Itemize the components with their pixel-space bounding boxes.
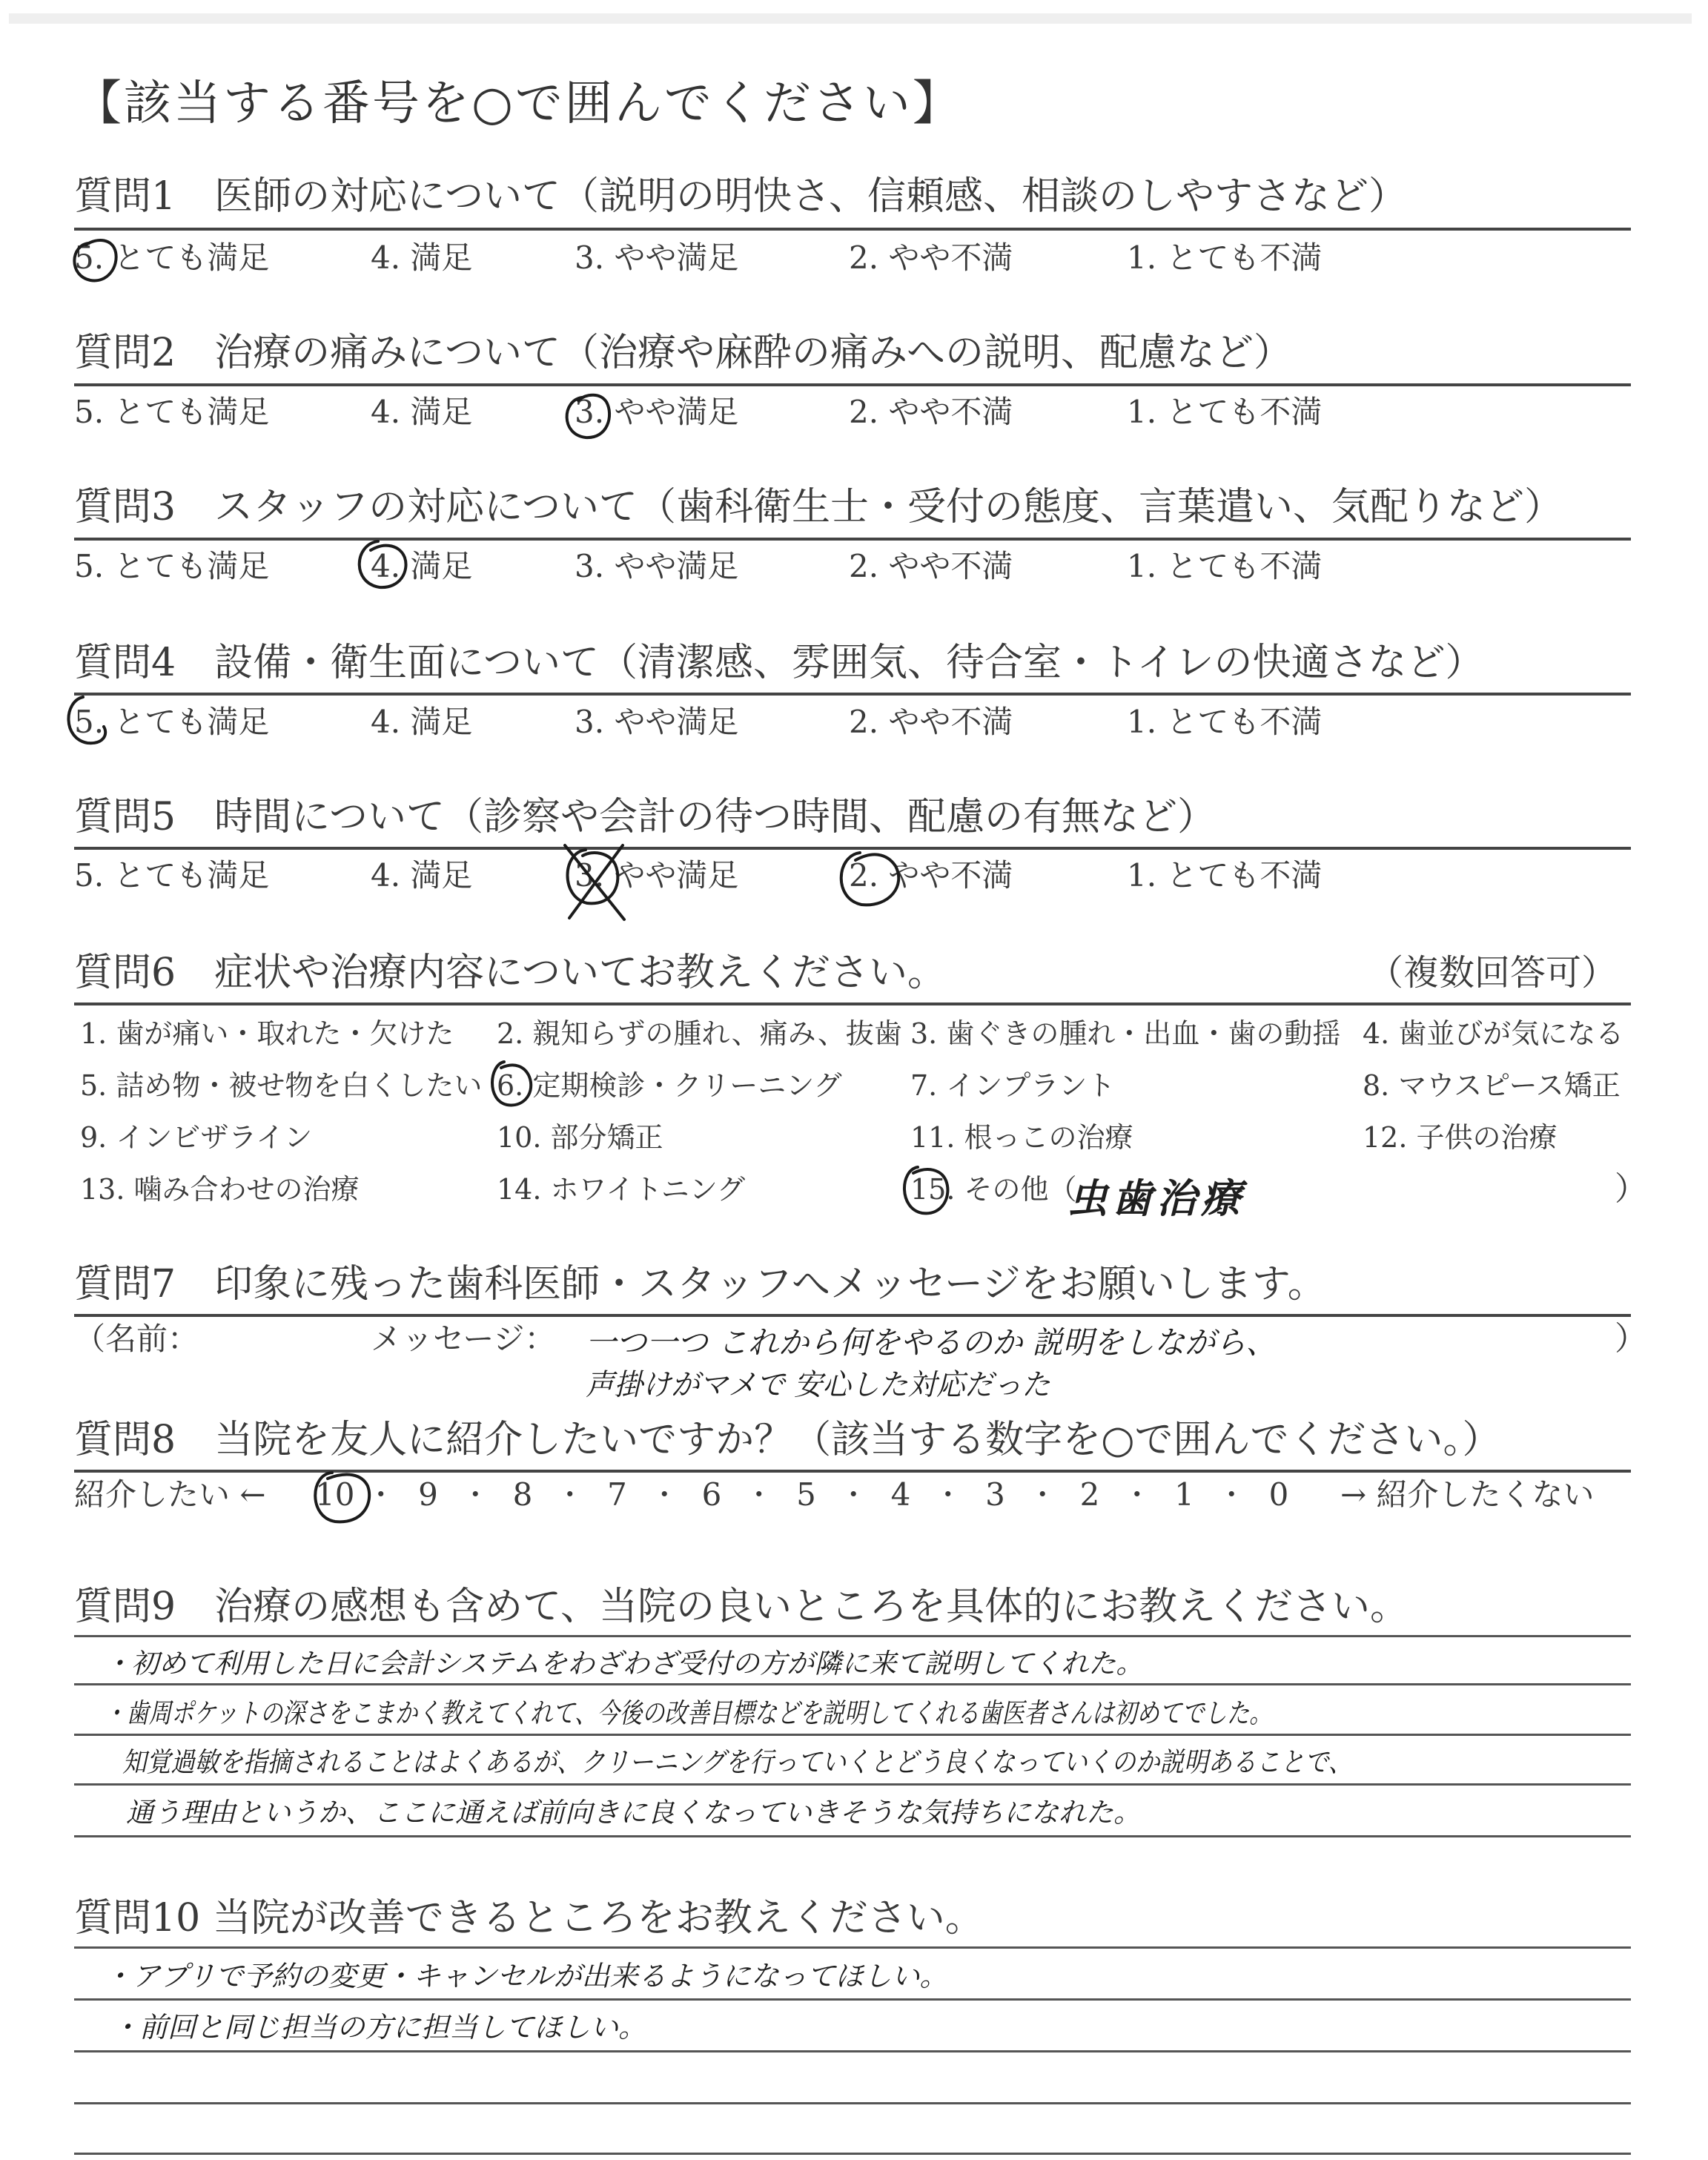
q9-answer-line-4: 通う理由というか、ここに通えば前向きに良くなっていきそうな気持ちになれた。	[126, 1797, 1141, 1829]
q7-name-label: （名前：	[74, 1321, 199, 1357]
q7-message-label: メッセージ：	[371, 1321, 556, 1357]
q8-scale-separator: ・	[1028, 1479, 1057, 1511]
q6-item-7[interactable]: 7. インプラント	[910, 1069, 1116, 1102]
q9-line-rule-1	[74, 1635, 1631, 1637]
q9-line-rule-4	[74, 1783, 1631, 1786]
q6-item-5[interactable]: 5. 詰め物・被せ物を白くしたい	[80, 1069, 483, 1102]
q8-scale-separator: ・	[461, 1479, 490, 1511]
q6-item-9[interactable]: 9. インビザライン	[80, 1121, 313, 1154]
q8-scale-2[interactable]: 2	[1079, 1476, 1100, 1513]
q1-option-4[interactable]: 4. 満足	[371, 240, 473, 276]
q7-close: ）	[1615, 1320, 1647, 1358]
q4-option-3[interactable]: 3. やや満足	[575, 704, 739, 740]
q1-option-1[interactable]: 1. とても不満	[1127, 240, 1323, 276]
q8-scale-separator: ・	[555, 1479, 584, 1511]
question-1-title: 質問1 医師の対応について（説明の明快さ、信頼感、相談のしやすさなど）	[74, 174, 1407, 219]
q9-answer-line-1: ・初めて利用した日に会計システムをわざわざ受付の方が隣に来て説明してくれた。	[104, 1648, 1144, 1680]
scan-top-edge	[9, 13, 1692, 24]
q4-option-4[interactable]: 4. 満足	[371, 704, 473, 740]
q6-item-1[interactable]: 1. 歯が痛い・取れた・欠けた	[80, 1017, 454, 1050]
q10-line-rule-1	[74, 1946, 1631, 1949]
q4-option-5[interactable]: 5. とても満足	[74, 704, 270, 740]
q8-scale-10[interactable]: 10	[315, 1476, 355, 1513]
question-3-title: 質問3 スタッフの対応について（歯科衛生士・受付の態度、言葉遣い、気配りなど）	[74, 485, 1563, 529]
question-1-rule	[74, 228, 1631, 231]
q3-option-5[interactable]: 5. とても満足	[74, 548, 270, 584]
q4-option-2[interactable]: 2. やや不満	[849, 704, 1013, 740]
q5-option-5[interactable]: 5. とても満足	[74, 857, 270, 894]
q5-option-4[interactable]: 4. 満足	[371, 857, 473, 894]
q8-scale-8[interactable]: 8	[512, 1476, 533, 1513]
q10-line-rule-3	[74, 2050, 1631, 2052]
multi-answer-note: （複数回答可）	[1368, 952, 1618, 994]
q10-answer-line-1: ・アプリで予約の変更・キャンセルが出来るようになってほしい。	[104, 1960, 948, 1992]
q3-option-3[interactable]: 3. やや満足	[575, 548, 739, 584]
q6-other-answer: 虫歯治療	[1068, 1175, 1245, 1222]
question-4-title: 質問4 設備・衛生面について（清潔感、雰囲気、待合室・トイレの快適さなど）	[74, 641, 1484, 685]
q2-option-3[interactable]: 3. やや満足	[575, 394, 739, 430]
q6-item-14[interactable]: 14. ホワイトニング	[497, 1173, 746, 1206]
question-10-title: 質問10 当院が改善できるところをお教えください。	[74, 1896, 984, 1941]
q1-option-3[interactable]: 3. やや満足	[575, 240, 739, 276]
question-2-rule	[74, 383, 1631, 386]
q8-scale-0[interactable]: 0	[1268, 1476, 1289, 1513]
question-5-rule	[74, 847, 1631, 850]
q9-line-rule-3	[74, 1734, 1631, 1736]
q7-message-line-1: 一つ一つ これから何をやるのか 説明をしながら、	[586, 1324, 1277, 1361]
q8-left-label: 紹介したい ←	[74, 1476, 266, 1513]
question-9-title: 質問9 治療の感想も含めて、当院の良いところを具体的にお教えください。	[74, 1585, 1409, 1629]
q10-answer-line-2: ・前回と同じ担当の方に担当してほしい。	[111, 2011, 647, 2044]
q6-item-3[interactable]: 3. 歯ぐきの腫れ・出血・歯の動揺	[910, 1017, 1341, 1050]
question-7-rule	[74, 1314, 1631, 1317]
q5-option-2[interactable]: 2. やや不満	[849, 857, 1013, 894]
q6-item-10[interactable]: 10. 部分矯正	[497, 1121, 663, 1154]
q3-option-2[interactable]: 2. やや不満	[849, 548, 1013, 584]
question-3-rule	[74, 538, 1631, 541]
q8-scale-3[interactable]: 3	[985, 1476, 1005, 1513]
q8-scale-4[interactable]: 4	[890, 1476, 911, 1513]
question-7-title: 質問7 印象に残った歯科医師・スタッフへメッセージをお願いします。	[74, 1262, 1326, 1307]
form-heading: 【該当する番号を○で囲んでください】	[74, 76, 962, 131]
q8-scale-5[interactable]: 5	[796, 1476, 816, 1513]
q2-option-2[interactable]: 2. やや不満	[849, 394, 1013, 430]
q9-line-rule-5	[74, 1835, 1631, 1837]
q8-scale-1[interactable]: 1	[1174, 1476, 1194, 1513]
q8-scale-separator: ・	[1122, 1479, 1151, 1511]
q5-option-1[interactable]: 1. とても不満	[1127, 857, 1323, 894]
q8-scale-separator: ・	[744, 1479, 773, 1511]
q6-item-8[interactable]: 8. マウスピース矯正	[1363, 1069, 1621, 1102]
q2-option-4[interactable]: 4. 満足	[371, 394, 473, 430]
question-2-title: 質問2 治療の痛みについて（治療や麻酔の痛みへの説明、配慮など）	[74, 331, 1293, 375]
q6-item-4[interactable]: 4. 歯並びが気になる	[1363, 1017, 1624, 1050]
q2-option-1[interactable]: 1. とても不満	[1127, 394, 1323, 430]
q1-option-5[interactable]: 5. とても満足	[74, 240, 270, 276]
q6-item-6[interactable]: 6. 定期検診・クリーニング	[497, 1069, 842, 1102]
q8-scale-separator: ・	[839, 1479, 868, 1511]
q8-right-label: → 紹介したくない	[1340, 1476, 1595, 1513]
question-4-rule	[74, 693, 1631, 696]
q8-scale-separator: ・	[1217, 1479, 1246, 1511]
q9-line-rule-2	[74, 1683, 1631, 1685]
q9-answer-line-2: ・歯周ポケットの深さをこまかく教えてくれて、今後の改善目標などを説明してくれる歯医者さんは初めてでした。	[104, 1697, 1272, 1729]
q8-scale-9[interactable]: 9	[418, 1476, 438, 1513]
q9-answer-line-3: 知覚過敏を指摘されることはよくあるが、クリーニングを行っていくとどう良くなっていくのか説明あることで、	[122, 1746, 1353, 1778]
q10-line-rule-4	[74, 2102, 1631, 2104]
question-5-title: 質問5 時間について（診察や会計の待つ時間、配慮の有無など）	[74, 795, 1217, 839]
q6-item-2[interactable]: 2. 親知らずの腫れ、痛み、抜歯	[497, 1017, 902, 1050]
question-8-rule	[74, 1470, 1631, 1473]
q6-item-15[interactable]: 15. その他（	[910, 1173, 1077, 1206]
q6-other-close: ）	[1615, 1170, 1647, 1208]
q1-option-2[interactable]: 2. やや不満	[849, 240, 1013, 276]
q6-item-13[interactable]: 13. 噛み合わせの治療	[80, 1173, 360, 1206]
q3-option-1[interactable]: 1. とても不満	[1127, 548, 1323, 584]
q8-scale-separator: ・	[933, 1479, 962, 1511]
q6-item-11[interactable]: 11. 根っこの治療	[910, 1121, 1133, 1154]
q8-scale-separator: ・	[650, 1479, 679, 1511]
question-8-title: 質問8 当院を友人に紹介したいですか？（該当する数字を○で囲んでください。）	[74, 1418, 1501, 1462]
q5-option-3[interactable]: 3. やや満足	[575, 857, 739, 894]
q10-line-rule-2	[74, 1998, 1631, 2001]
q8-scale-7[interactable]: 7	[607, 1476, 627, 1513]
q6-item-12[interactable]: 12. 子供の治療	[1363, 1121, 1558, 1154]
question-6-rule	[74, 1003, 1631, 1005]
q4-option-1[interactable]: 1. とても不満	[1127, 704, 1323, 740]
question-6-title: 質問6 症状や治療内容についてお教えください。	[74, 951, 947, 995]
q8-scale-6[interactable]: 6	[701, 1476, 722, 1513]
q7-message-line-2: 声掛けがマメで 安心した対応だった	[586, 1368, 1050, 1402]
q2-option-5[interactable]: 5. とても満足	[74, 394, 270, 430]
q10-line-rule-5	[74, 2153, 1631, 2155]
q3-option-4[interactable]: 4. 満足	[371, 548, 473, 584]
q8-scale-separator: ・	[366, 1479, 395, 1511]
